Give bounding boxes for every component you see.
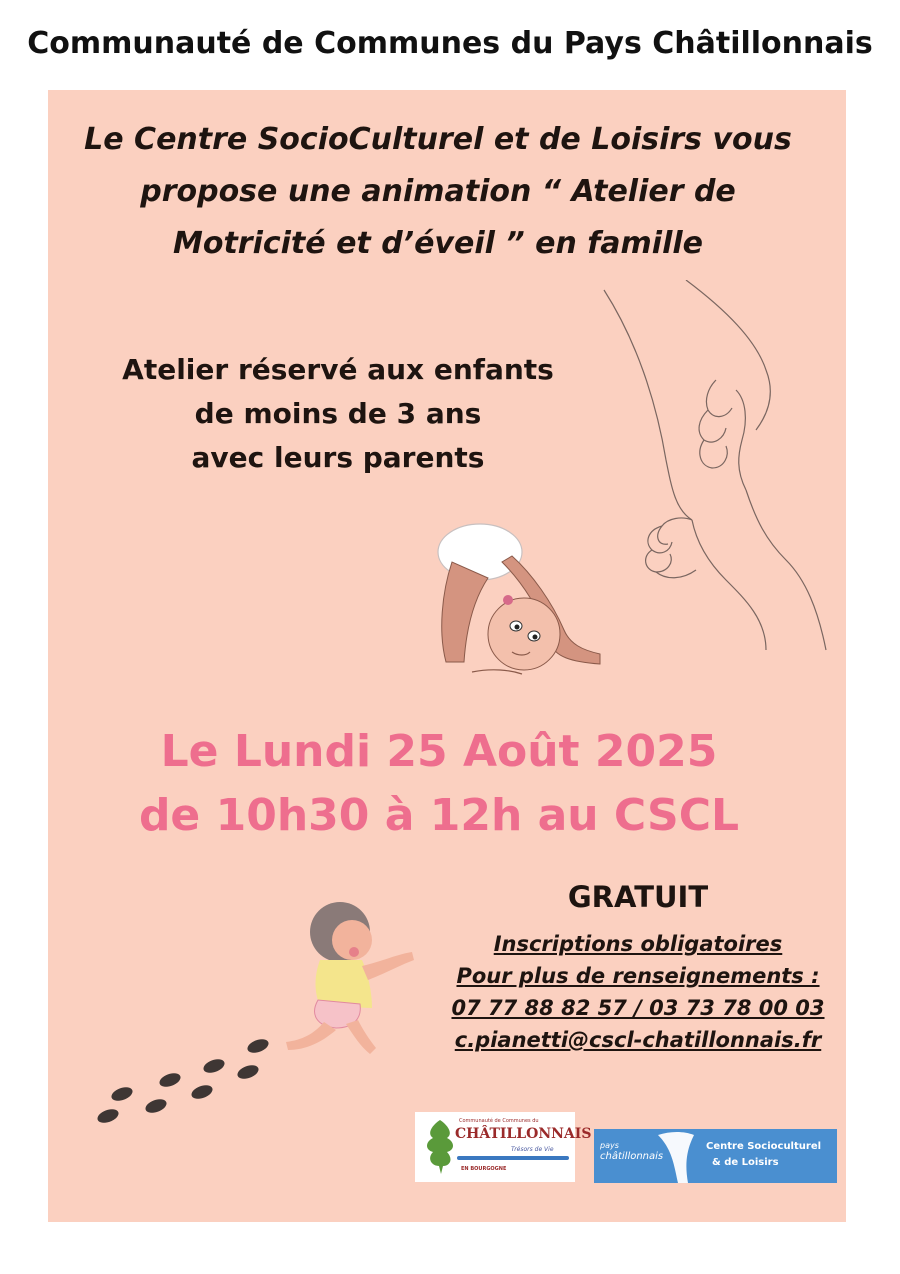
footprints-illustration <box>94 1026 284 1126</box>
intro-line: Le Centre SocioCulturel et de Loisirs vous <box>84 122 792 157</box>
cscl-logo <box>594 1129 837 1183</box>
cc-chatillonnais-logo <box>415 1112 592 1182</box>
audience-line: de moins de 3 ans <box>194 397 482 430</box>
event-date: Le Lundi 25 Août 2025 <box>160 726 718 777</box>
pays-line1: pays <box>600 1141 619 1150</box>
email-link[interactable]: c.pianetti@cscl-chatillonnais.fr <box>454 1028 822 1052</box>
phone-numbers[interactable]: 07 77 88 82 57 / 03 73 78 00 03 <box>451 996 825 1020</box>
cc-region: EN BOURGOGNE <box>461 1166 507 1172</box>
oak-leaf-icon <box>423 1118 457 1176</box>
toddler-walking-illustration <box>280 896 420 1062</box>
centre-line2: & de Loisirs <box>712 1157 779 1168</box>
intro-line: Motricité et d’éveil ” en famille <box>172 226 703 261</box>
cc-wave <box>457 1156 569 1160</box>
contact-info <box>428 928 848 1056</box>
centre-line1: Centre Socioculturel <box>706 1141 822 1152</box>
page-header: Communauté de Communes du Pays Châtillonnais <box>27 26 873 61</box>
cc-name: CHÂTILLONNAIS <box>455 1126 592 1142</box>
cc-tagline: Trésors de Vie <box>511 1146 554 1153</box>
audience-line: Atelier réservé aux enfants <box>122 353 554 386</box>
poster <box>48 90 846 1222</box>
registration-note: Inscriptions obligatoires <box>493 932 783 956</box>
event-time: de 10h30 à 12h au CSCL <box>138 790 740 841</box>
cc-top-text: Communauté de Communes du <box>459 1118 539 1124</box>
atelier-audience <box>88 348 588 480</box>
price-label: GRATUIT <box>567 880 709 914</box>
audience-line: avec leurs parents <box>191 441 485 474</box>
baby-headstand-illustration <box>432 522 612 682</box>
hands-illustration <box>596 280 836 660</box>
pays-line2: châtillonnais <box>600 1151 664 1162</box>
intro-text <box>48 114 828 270</box>
more-info-label: Pour plus de renseignements : <box>456 964 820 988</box>
intro-line: propose une animation “ Atelier de <box>140 174 736 209</box>
event-datetime <box>48 720 830 848</box>
